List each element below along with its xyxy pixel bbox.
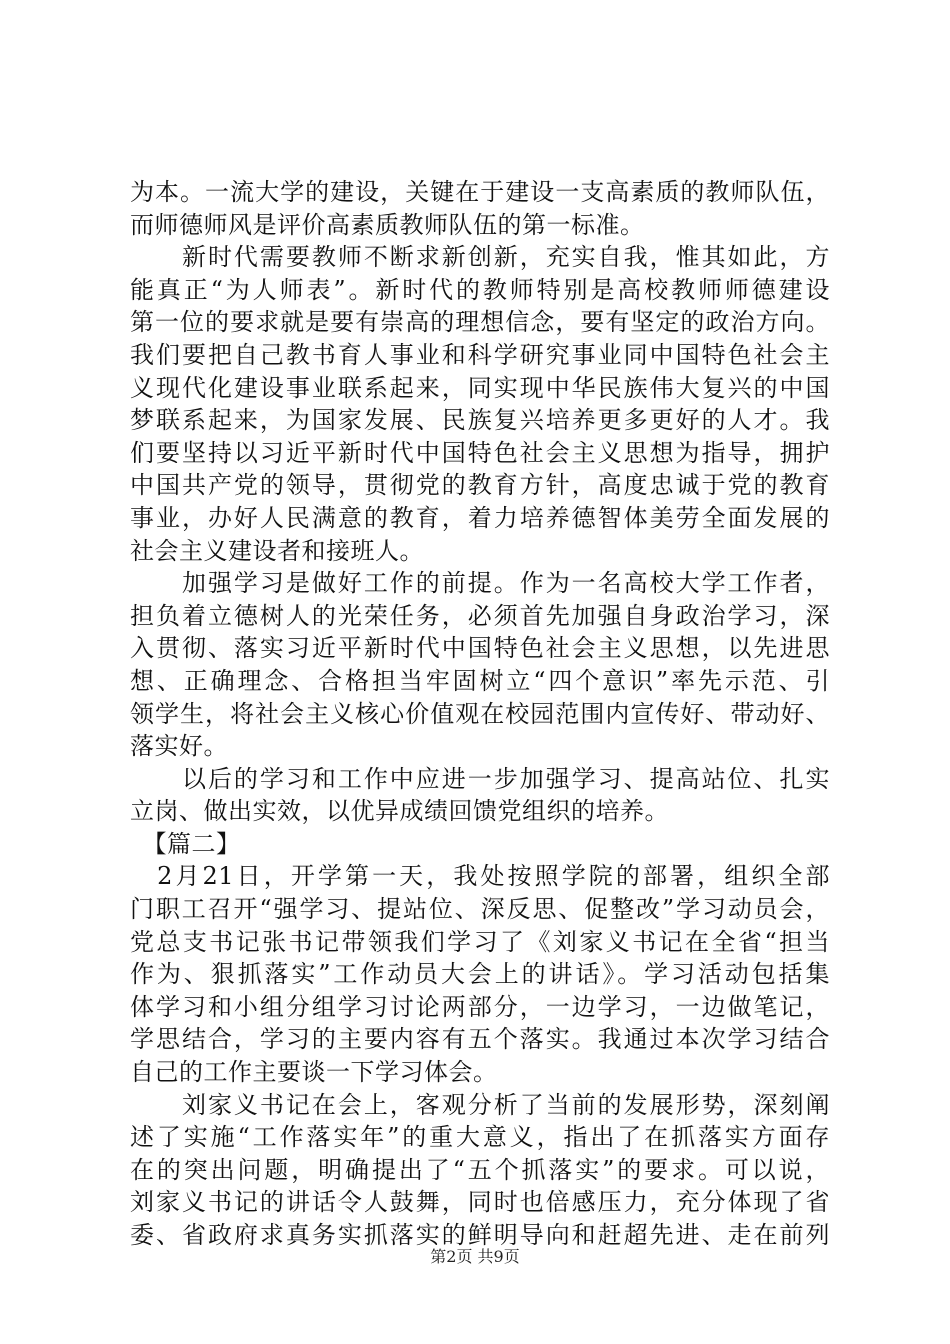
paragraph-p2 (130, 241, 830, 567)
text-line: 刘家义书记在会上，客观分析了当前的发展形势，深刻阐 (130, 1090, 830, 1119)
page-footer: 第2页 共9页 (430, 1247, 520, 1266)
text-line: 党总支书记张书记带领我们学习了《刘家义书记在全省“担当 (130, 927, 830, 956)
text-line: 作为、狠抓落实”工作动员大会上的讲话》。学习活动包括集 (130, 960, 830, 989)
text-line: 梦联系起来，为国家发展、民族复兴培养更多更好的人才。我 (130, 406, 830, 435)
text-line: 能真正“为人师表”。新时代的教师特别是高校教师师德建设 (130, 275, 830, 304)
text-line: 委、省政府求真务实抓落实的鲜明导向和赶超先进、走在前列 (130, 1221, 830, 1249)
text-line: 而师德师风是评价高素质教师队伍的第一标准。 (130, 210, 645, 239)
paragraph-p4 (130, 763, 830, 828)
text-line: 新时代需要教师不断求新创新，充实自我，惟其如此，方 (130, 243, 830, 272)
text-line: 领学生，将社会主义核心价值观在校园范围内宣传好、带动好、 (130, 699, 830, 728)
text-line: 中国共产党的领导，贯彻党的教育方针，高度忠诚于党的教育 (130, 471, 830, 500)
text-line: 体学习和小组分组学习讨论两部分，一边学习，一边做笔记， (130, 992, 830, 1021)
text-line: 以后的学习和工作中应进一步加强学习、提高站位、扎实 (130, 764, 830, 793)
text-line: 学思结合，学习的主要内容有五个落实。我通过本次学习结合 (130, 1025, 830, 1054)
text-line: 落实好。 (130, 732, 228, 761)
document-body (130, 176, 830, 1252)
text-line: 在的突出问题，明确提出了“五个抓落实”的要求。可以说， (130, 1155, 830, 1184)
text-line: 我们要把自己教书育人事业和科学研究事业同中国特色社会主 (130, 340, 830, 369)
text-line: 自己的工作主要谈一下学习体会。 (130, 1058, 498, 1087)
paragraph-p3 (130, 567, 830, 763)
text-line: 立岗、做出实效，以优异成绩回馈党组织的培养。 (130, 797, 669, 826)
text-line: 2月21日，开学第一天，我处按照学院的部署，组织全部 (130, 862, 830, 891)
text-line: 门职工召开“强学习、提站位、深反思、促整改”学习动员会， (130, 895, 830, 924)
text-line: 述了实施“工作落实年”的重大意义，指出了在抓落实方面存 (130, 1123, 830, 1152)
text-line: 【篇二】 (130, 829, 241, 858)
text-line: 义现代化建设事业联系起来，同实现中华民族伟大复兴的中国 (130, 373, 830, 402)
text-line: 加强学习是做好工作的前提。作为一名高校大学工作者， (130, 569, 830, 598)
text-line: 担负着立德树人的光荣任务，必须首先加强自身政治学习，深 (130, 601, 830, 630)
text-line: 们要坚持以习近平新时代中国特色社会主义思想为指导，拥护 (130, 438, 830, 467)
paragraph-p1 (130, 176, 830, 241)
paragraph-p7 (130, 1089, 830, 1252)
paragraph-p5 (130, 828, 830, 861)
paragraph-p6 (130, 860, 830, 1088)
text-line: 刘家义书记的讲话令人鼓舞，同时也倍感压力，充分体现了省 (130, 1188, 830, 1217)
text-line: 入贯彻、落实习近平新时代中国特色社会主义思想，以先进思 (130, 634, 830, 663)
text-line: 社会主义建设者和接班人。 (130, 536, 424, 565)
text-line: 想、正确理念、合格担当牢固树立“四个意识”率先示范、引 (130, 666, 830, 695)
text-line: 为本。一流大学的建设，关键在于建设一支高素质的教师队伍， (130, 178, 830, 206)
text-line: 事业，办好人民满意的教育，着力培养德智体美劳全面发展的 (130, 503, 830, 532)
text-line: 第一位的要求就是要有崇高的理想信念，要有坚定的政治方向。 (130, 308, 830, 337)
